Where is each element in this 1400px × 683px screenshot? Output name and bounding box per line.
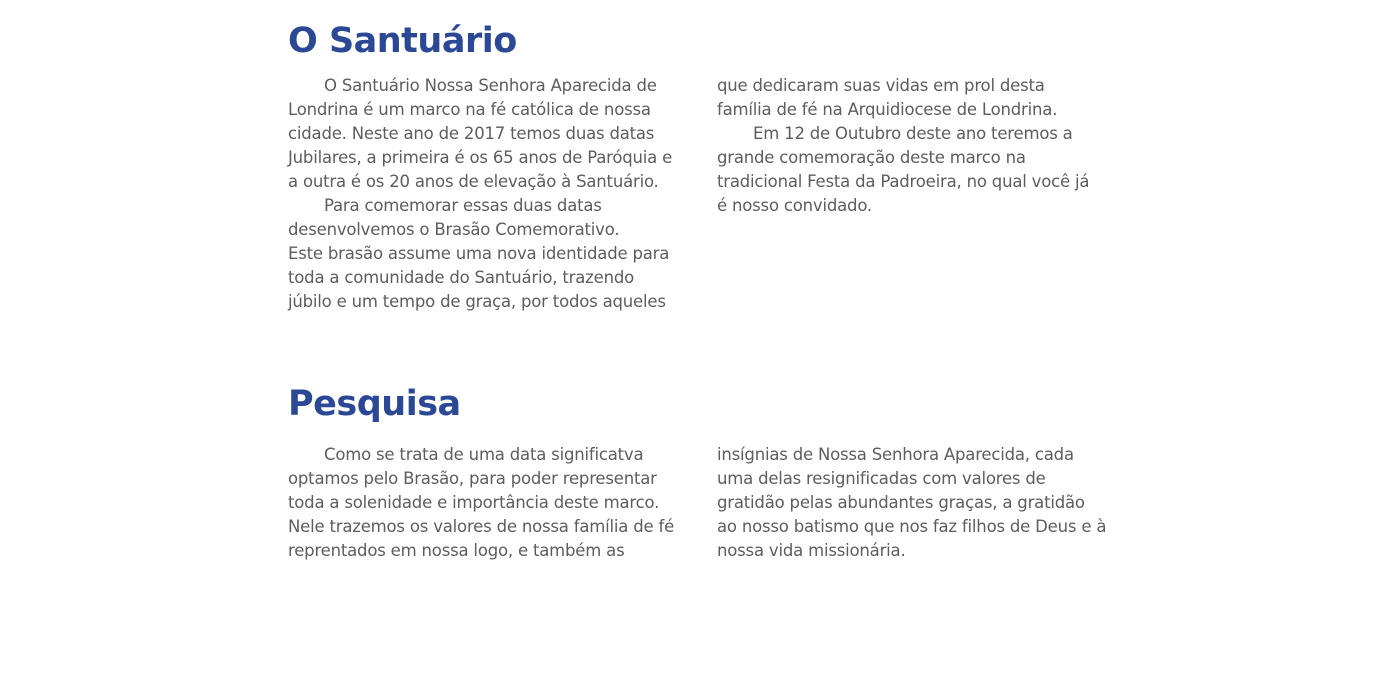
text-column-right	[717, 443, 1117, 563]
paragraph-line: nossa vida missionária.	[717, 541, 906, 560]
paragraph-line: desenvolvemos o Brasão Comemorativo.	[288, 220, 620, 239]
paragraph-line: Em 12 de Outubro deste ano teremos a	[753, 124, 1073, 143]
paragraph-line: a outra é os 20 anos de elevação à Santuário.	[288, 172, 659, 191]
paragraph-line: que dedicaram suas vidas em prol desta	[717, 76, 1045, 95]
text-column-left	[288, 443, 688, 563]
paragraph-line: toda a comunidade do Santuário, trazendo	[288, 268, 634, 287]
section-title-pesquisa: Pesquisa	[288, 384, 461, 424]
paragraph-line: júbilo e um tempo de graça, por todos aqueles	[288, 292, 666, 311]
paragraph-line: insígnias de Nossa Senhora Aparecida, cada	[717, 445, 1074, 464]
paragraph-line: gratidão pelas abundantes graças, a gratidão	[717, 493, 1085, 512]
section-pesquisa	[288, 381, 1118, 683]
paragraph-line: toda a solenidade e importância deste marco.	[288, 493, 660, 512]
paragraph-line: tradicional Festa da Padroeira, no qual você já	[717, 172, 1090, 191]
text-column-left	[288, 74, 688, 314]
paragraph-line: ao nosso batismo que nos faz filhos de Deus e à	[717, 517, 1107, 536]
text-columns	[288, 443, 1118, 683]
paragraph-line: Este brasão assume uma nova identidade para	[288, 244, 670, 263]
text-column-right	[717, 74, 1117, 218]
paragraph-line: cidade. Neste ano de 2017 temos duas datas	[288, 124, 655, 143]
paragraph-line: Jubilares, a primeira é os 65 anos de Paróquia e	[288, 148, 673, 167]
paragraph-line: Londrina é um marco na fé católica de nossa	[288, 100, 651, 119]
paragraph-line: família de fé na Arquidiocese de Londrina.	[717, 100, 1058, 119]
paragraph-line: uma delas resignificadas com valores de	[717, 469, 1046, 488]
paragraph-line: O Santuário Nossa Senhora Aparecida de	[324, 76, 657, 95]
paragraph-line: optamos pelo Brasão, para poder representar	[288, 469, 657, 488]
section-o-santuario	[288, 18, 1118, 314]
text-columns	[288, 74, 1118, 314]
section-title-santuario: O Santuário	[288, 21, 517, 61]
paragraph-line: Nele trazemos os valores de nossa família de fé	[288, 517, 675, 536]
paragraph-line: é nosso convidado.	[717, 196, 872, 215]
paragraph-line: Para comemorar essas duas datas	[324, 196, 602, 215]
paragraph-line: Como se trata de uma data significatva	[324, 445, 644, 464]
paragraph-line: reprentados em nossa logo, e também as	[288, 541, 625, 560]
paragraph-line: grande comemoração deste marco na	[717, 148, 1026, 167]
